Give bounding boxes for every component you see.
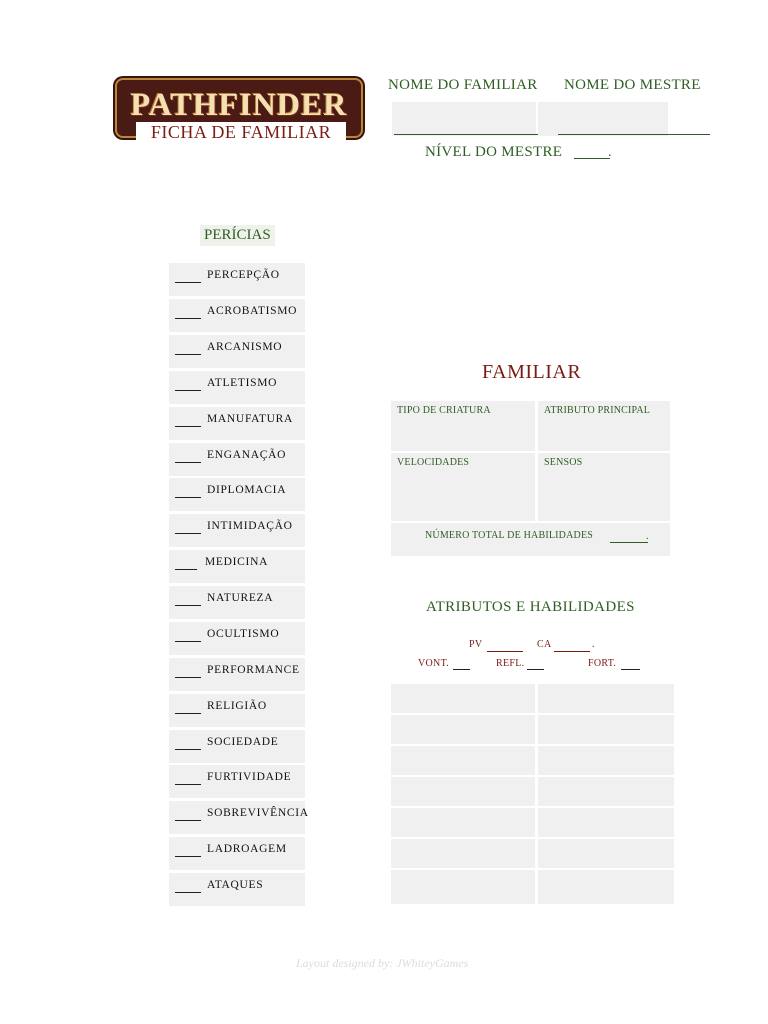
- skill-row[interactable]: [169, 622, 305, 655]
- skill-row[interactable]: [169, 443, 305, 476]
- skill-label: ACROBATISMO: [207, 305, 298, 317]
- skill-rank-field: [175, 354, 201, 355]
- skill-label: MEDICINA: [205, 556, 269, 568]
- ability-name-cell[interactable]: [391, 715, 535, 744]
- skill-row[interactable]: [169, 550, 305, 583]
- skill-rank-field: [175, 497, 201, 498]
- skill-label: ENGANAÇÃO: [207, 449, 287, 461]
- skill-rank-field: [175, 784, 201, 785]
- ac-field[interactable]: [554, 651, 590, 652]
- ability-name-cell[interactable]: [391, 684, 535, 713]
- skill-rank-field: [175, 282, 201, 283]
- skill-row[interactable]: [169, 658, 305, 691]
- attributes-title: ATRIBUTOS E HABILIDADES: [426, 599, 635, 615]
- familiar-name-label: NOME DO FAMILIAR: [388, 77, 538, 93]
- skill-label: SOCIEDADE: [207, 736, 279, 748]
- reflex-field[interactable]: [527, 669, 544, 670]
- ability-detail-cell[interactable]: [538, 777, 674, 806]
- skill-row[interactable]: [169, 335, 305, 368]
- senses-label: SENSOS: [544, 457, 583, 468]
- skill-row[interactable]: [169, 765, 305, 798]
- master-name-underline: [558, 134, 710, 135]
- master-level-field[interactable]: [574, 158, 610, 159]
- skill-rank-field: [175, 462, 201, 463]
- skill-row[interactable]: [169, 407, 305, 440]
- master-name-field[interactable]: [538, 102, 668, 136]
- skill-rank-field: [175, 569, 197, 570]
- skill-label: OCULTISMO: [207, 628, 280, 640]
- skill-rank-field: [175, 605, 201, 606]
- skill-label: DIPLOMACIA: [207, 484, 287, 496]
- ability-detail-cell[interactable]: [538, 870, 674, 904]
- skill-rank-field: [175, 426, 201, 427]
- familiar-name-underline: [394, 134, 546, 135]
- skills-title: PERÍCIAS: [200, 225, 275, 246]
- skill-rank-field: [175, 641, 201, 642]
- ability-detail-cell[interactable]: [538, 684, 674, 713]
- skill-label: ATLETISMO: [207, 377, 278, 389]
- layout-credit: Layout designed by: JWhiteyGames: [296, 956, 469, 970]
- senses-field[interactable]: [538, 453, 670, 521]
- skill-row[interactable]: [169, 263, 305, 296]
- total-abilities-field[interactable]: [610, 542, 648, 543]
- skill-label: MANUFATURA: [207, 413, 294, 425]
- speeds-label: VELOCIDADES: [397, 457, 470, 468]
- ability-name-cell[interactable]: [391, 839, 535, 868]
- skill-label: RELIGIÃO: [207, 700, 267, 712]
- skill-label: ATAQUES: [207, 879, 264, 891]
- skill-row[interactable]: [169, 586, 305, 619]
- skill-rank-field: [175, 892, 201, 893]
- speeds-field[interactable]: [391, 453, 535, 521]
- will-field[interactable]: [453, 669, 470, 670]
- skill-rank-field: [175, 820, 201, 821]
- ability-detail-cell[interactable]: [538, 715, 674, 744]
- skill-rank-field: [175, 533, 201, 534]
- skill-rank-field: [175, 749, 201, 750]
- ability-name-cell[interactable]: [391, 777, 535, 806]
- ability-detail-cell[interactable]: [538, 839, 674, 868]
- fort-field[interactable]: [621, 669, 640, 670]
- hp-field[interactable]: [487, 651, 523, 652]
- skill-label: PERFORMANCE: [207, 664, 300, 676]
- main-attribute-field[interactable]: [538, 401, 670, 451]
- skill-rank-field: [175, 390, 201, 391]
- skill-rank-field: [175, 856, 201, 857]
- skill-label: PERCEPÇÃO: [207, 269, 280, 281]
- ability-name-cell[interactable]: [391, 870, 535, 904]
- skill-row[interactable]: [169, 873, 305, 906]
- ac-label: CA: [537, 639, 552, 650]
- main-attribute-label: ATRIBUTO PRINCIPAL: [544, 405, 651, 416]
- reflex-label: REFL.: [496, 658, 525, 669]
- creature-type-label: TIPO DE CRIATURA: [397, 405, 491, 416]
- skill-row[interactable]: [169, 837, 305, 870]
- ability-detail-cell[interactable]: [538, 746, 674, 775]
- skill-row[interactable]: [169, 801, 309, 834]
- familiar-name-field[interactable]: [392, 102, 536, 136]
- skill-row[interactable]: [169, 478, 305, 511]
- will-label: VONT.: [418, 658, 450, 669]
- creature-type-field[interactable]: [391, 401, 535, 451]
- sheet-title: FICHA DE FAMILIAR: [136, 122, 346, 142]
- skill-label: LADROAGEM: [207, 843, 287, 855]
- skill-rank-field: [175, 677, 201, 678]
- skill-row[interactable]: [169, 299, 305, 332]
- ability-detail-cell[interactable]: [538, 808, 674, 837]
- skill-label: FURTIVIDADE: [207, 771, 292, 783]
- total-abilities-label: NÚMERO TOTAL DE HABILIDADES: [425, 530, 594, 541]
- skill-row[interactable]: [169, 514, 305, 547]
- ability-name-cell[interactable]: [391, 808, 535, 837]
- skill-row[interactable]: [169, 694, 305, 727]
- familiar-title: FAMILIAR: [482, 361, 582, 383]
- hp-label: PV: [469, 639, 483, 650]
- fort-label: FORT.: [588, 658, 617, 669]
- skill-label: ARCANISMO: [207, 341, 283, 353]
- master-level-label: NÍVEL DO MESTRE: [425, 144, 563, 160]
- ability-name-cell[interactable]: [391, 746, 535, 775]
- total-abilities-row: NÚMERO TOTAL DE HABILIDADES .: [391, 523, 670, 556]
- skill-label: NATUREZA: [207, 592, 274, 604]
- skill-label: SOBREVIVÊNCIA: [207, 807, 309, 819]
- logo-brand: PATHFINDER: [130, 86, 348, 122]
- skill-row[interactable]: [169, 730, 305, 763]
- skill-label: INTIMIDAÇÃO: [207, 520, 293, 532]
- master-name-label: NOME DO MESTRE: [564, 77, 701, 93]
- skill-rank-field: [175, 713, 201, 714]
- skill-rank-field: [175, 318, 201, 319]
- skill-row[interactable]: [169, 371, 305, 404]
